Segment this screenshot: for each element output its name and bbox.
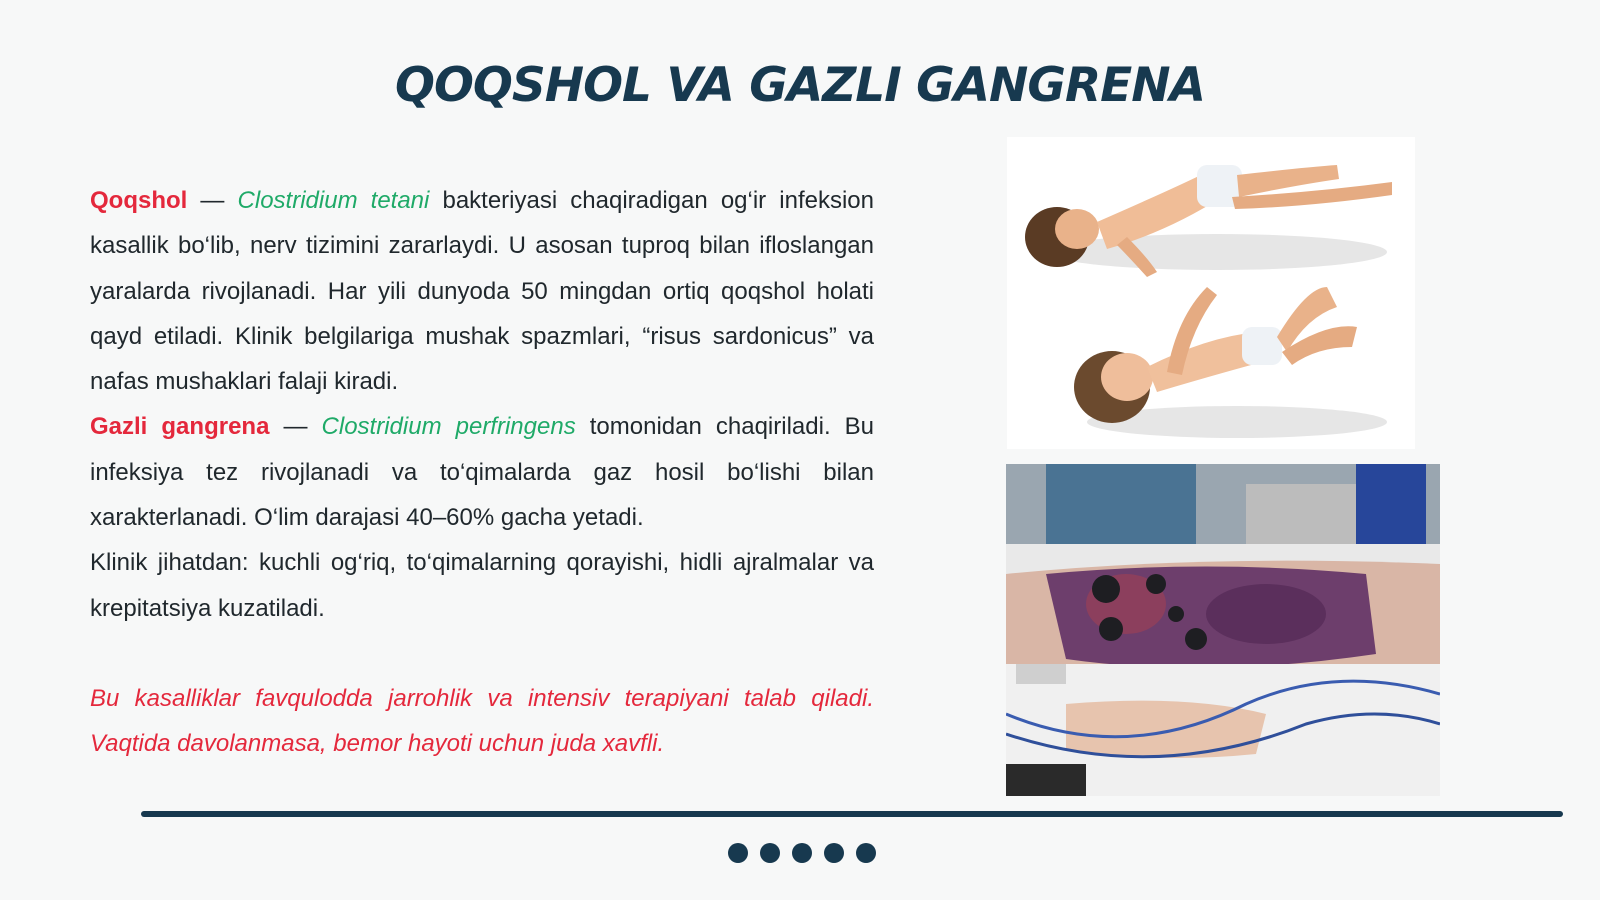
dash: — [269,413,322,441]
term-tetanus: Qoqshol [90,187,188,214]
spacer [90,631,874,676]
dash: — [187,187,238,214]
paragraph-tetanus [90,178,874,404]
slide-body [90,178,874,767]
pagination-dot [856,843,876,863]
gas-gangrene-image [1006,464,1440,796]
pagination-dot [824,843,844,863]
pagination-dot [760,843,780,863]
paragraph-gas-gangrene-text: tomonidan chaqiriladi. Bu infeksiya tez rivojlanadi va to‘qimalarda gaz hosil bo‘lishi bilan xarakterlanadi. O‘lim darajasi 40–60% gacha yetadi. [90,413,875,532]
pagination-dot [792,843,812,863]
tetanus-children-illustration [1007,137,1415,449]
gas-gangrene-photo [1006,464,1440,796]
paragraph-tetanus-text: bakteriyasi chaqiradigan og‘ir infeksion kasallik bo‘lib, nerv tizimini zararlaydi. U asosan tuproq bilan ifloslangan yaralarda rivojlanadi. Har yili dunyoda 50 mingdan ortiq qoqshol holati qayd etiladi. Klinik belgilariga mushak spazmlari, “risus sardonicus” va nafas mushaklari falaji kiradi. [90,187,874,396]
slide-title: QOQSHOL VA GAZLI GANGRENA [395,58,1205,113]
warning-note: Bu kasalliklar favqulodda jarrohlik va intensiv terapiyani talab qiladi. Vaqtida davolanmasa, bemor hayoti uchun juda xavfli. [90,684,874,758]
paragraph-gas-gangrene [90,404,874,540]
pagination-dots [728,843,876,863]
term-gas-gangrene: Gazli gangrena [90,413,270,441]
tetanus-illustration-image [1007,137,1415,449]
paragraph-clinical: Klinik jihatdan: kuchli og‘riq, to‘qimalarning qorayishi, hidli ajralmalar va krepitatsiya kuzatiladi. [90,549,874,622]
latin-clostridium-tetani: Clostridium tetani [237,187,430,214]
pagination-dot [728,843,748,863]
bottom-divider [141,811,1563,817]
latin-clostridium-perfringens: Clostridium perfringens [321,413,576,441]
